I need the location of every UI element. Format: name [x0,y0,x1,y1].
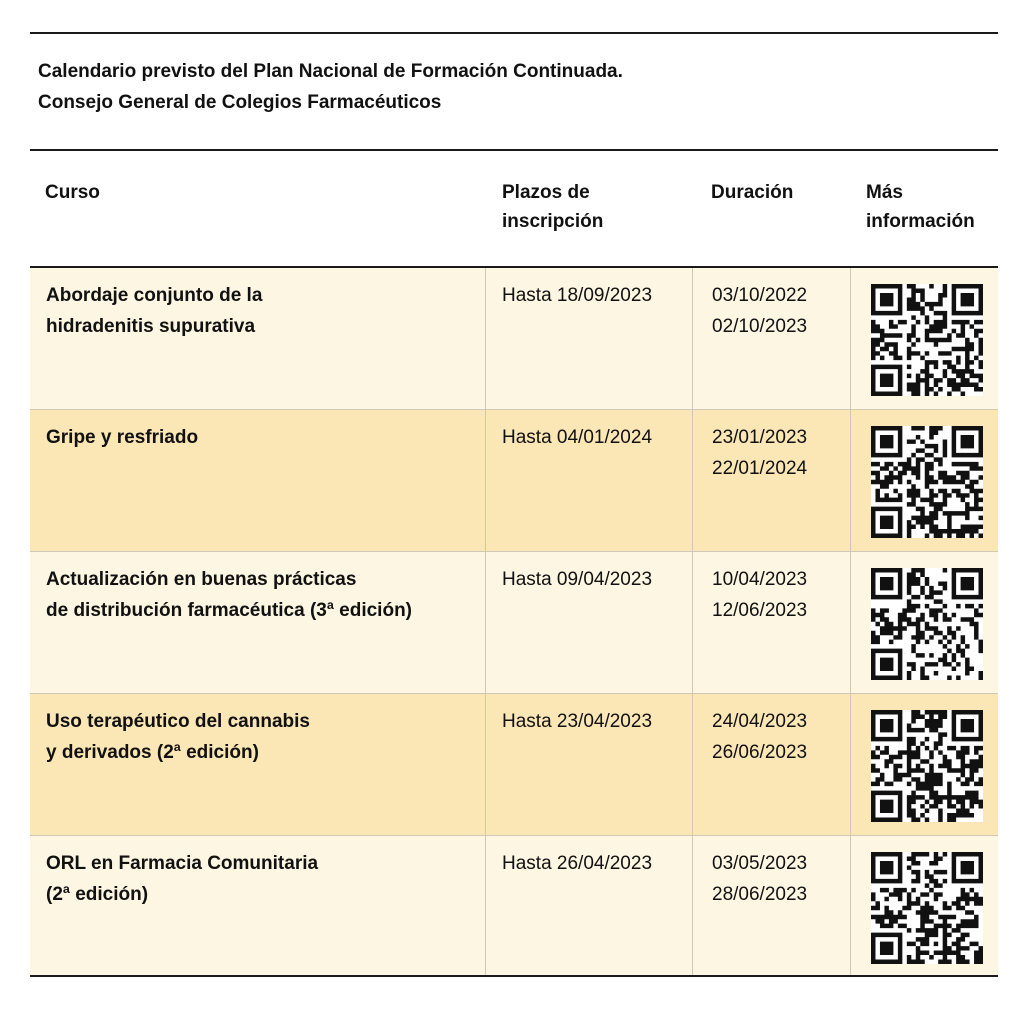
qr-code-icon[interactable] [871,852,983,964]
end-date: 02/10/2023 [712,316,808,337]
end-date: 26/06/2023 [712,742,808,763]
course-cell [30,268,485,409]
course-name: ORL en Farmacia Comunitaria (2ª edición) [46,853,319,905]
deadline-cell [485,410,692,551]
duration-cell [692,694,850,835]
title-line-2: Consejo General de Colegios Farmacéuticos [38,92,442,113]
course-cell [30,836,485,977]
duration-cell [692,836,850,977]
title-line-1: Calendario previsto del Plan Nacional de Formación Continuada. [38,61,623,82]
info-cell [850,410,999,551]
duration-cell [692,410,850,551]
start-date: 24/04/2023 [712,711,808,732]
deadline-text: Hasta 26/04/2023 [502,853,653,874]
course-name: Uso terapéutico del cannabis y derivados (2ª edición) [46,711,310,763]
column-header-info: Más información [866,182,975,232]
qr-code-icon[interactable] [871,426,983,538]
table-row [30,836,998,977]
table-row [30,694,998,836]
end-date: 22/01/2024 [712,458,808,479]
bottom-rule [30,975,998,977]
info-cell [850,836,999,977]
column-header-deadline: Plazos de inscripción [502,182,604,232]
deadline-cell [485,694,692,835]
course-name: Abordaje conjunto de la hidradenitis supurativa [46,285,263,337]
deadline-text: Hasta 23/04/2023 [502,711,653,732]
info-cell [850,694,999,835]
table-row [30,410,998,552]
deadline-text: Hasta 04/01/2024 [502,427,653,448]
column-header-course: Curso [45,182,100,203]
start-date: 03/10/2022 [712,285,808,306]
qr-code-icon[interactable] [871,284,983,396]
duration-cell [692,268,850,409]
deadline-text: Hasta 09/04/2023 [502,569,653,590]
top-rule [30,32,998,34]
table-row [30,268,998,410]
start-date: 03/05/2023 [712,853,808,874]
deadline-cell [485,836,692,977]
start-date: 23/01/2023 [712,427,808,448]
start-date: 10/04/2023 [712,569,808,590]
deadline-cell [485,268,692,409]
column-header-duration: Duración [711,182,794,203]
course-cell [30,694,485,835]
qr-code-icon[interactable] [871,710,983,822]
deadline-cell [485,552,692,693]
info-cell [850,268,999,409]
course-cell [30,552,485,693]
course-name: Actualización en buenas prácticas de distribución farmacéutica (3ª edición) [46,569,413,621]
course-name: Gripe y resfriado [46,427,199,448]
info-cell [850,552,999,693]
duration-cell [692,552,850,693]
page-title [38,56,623,118]
end-date: 12/06/2023 [712,600,808,621]
end-date: 28/06/2023 [712,884,808,905]
deadline-text: Hasta 18/09/2023 [502,285,653,306]
table-row [30,552,998,694]
table-header [30,151,998,267]
course-cell [30,410,485,551]
qr-code-icon[interactable] [871,568,983,680]
